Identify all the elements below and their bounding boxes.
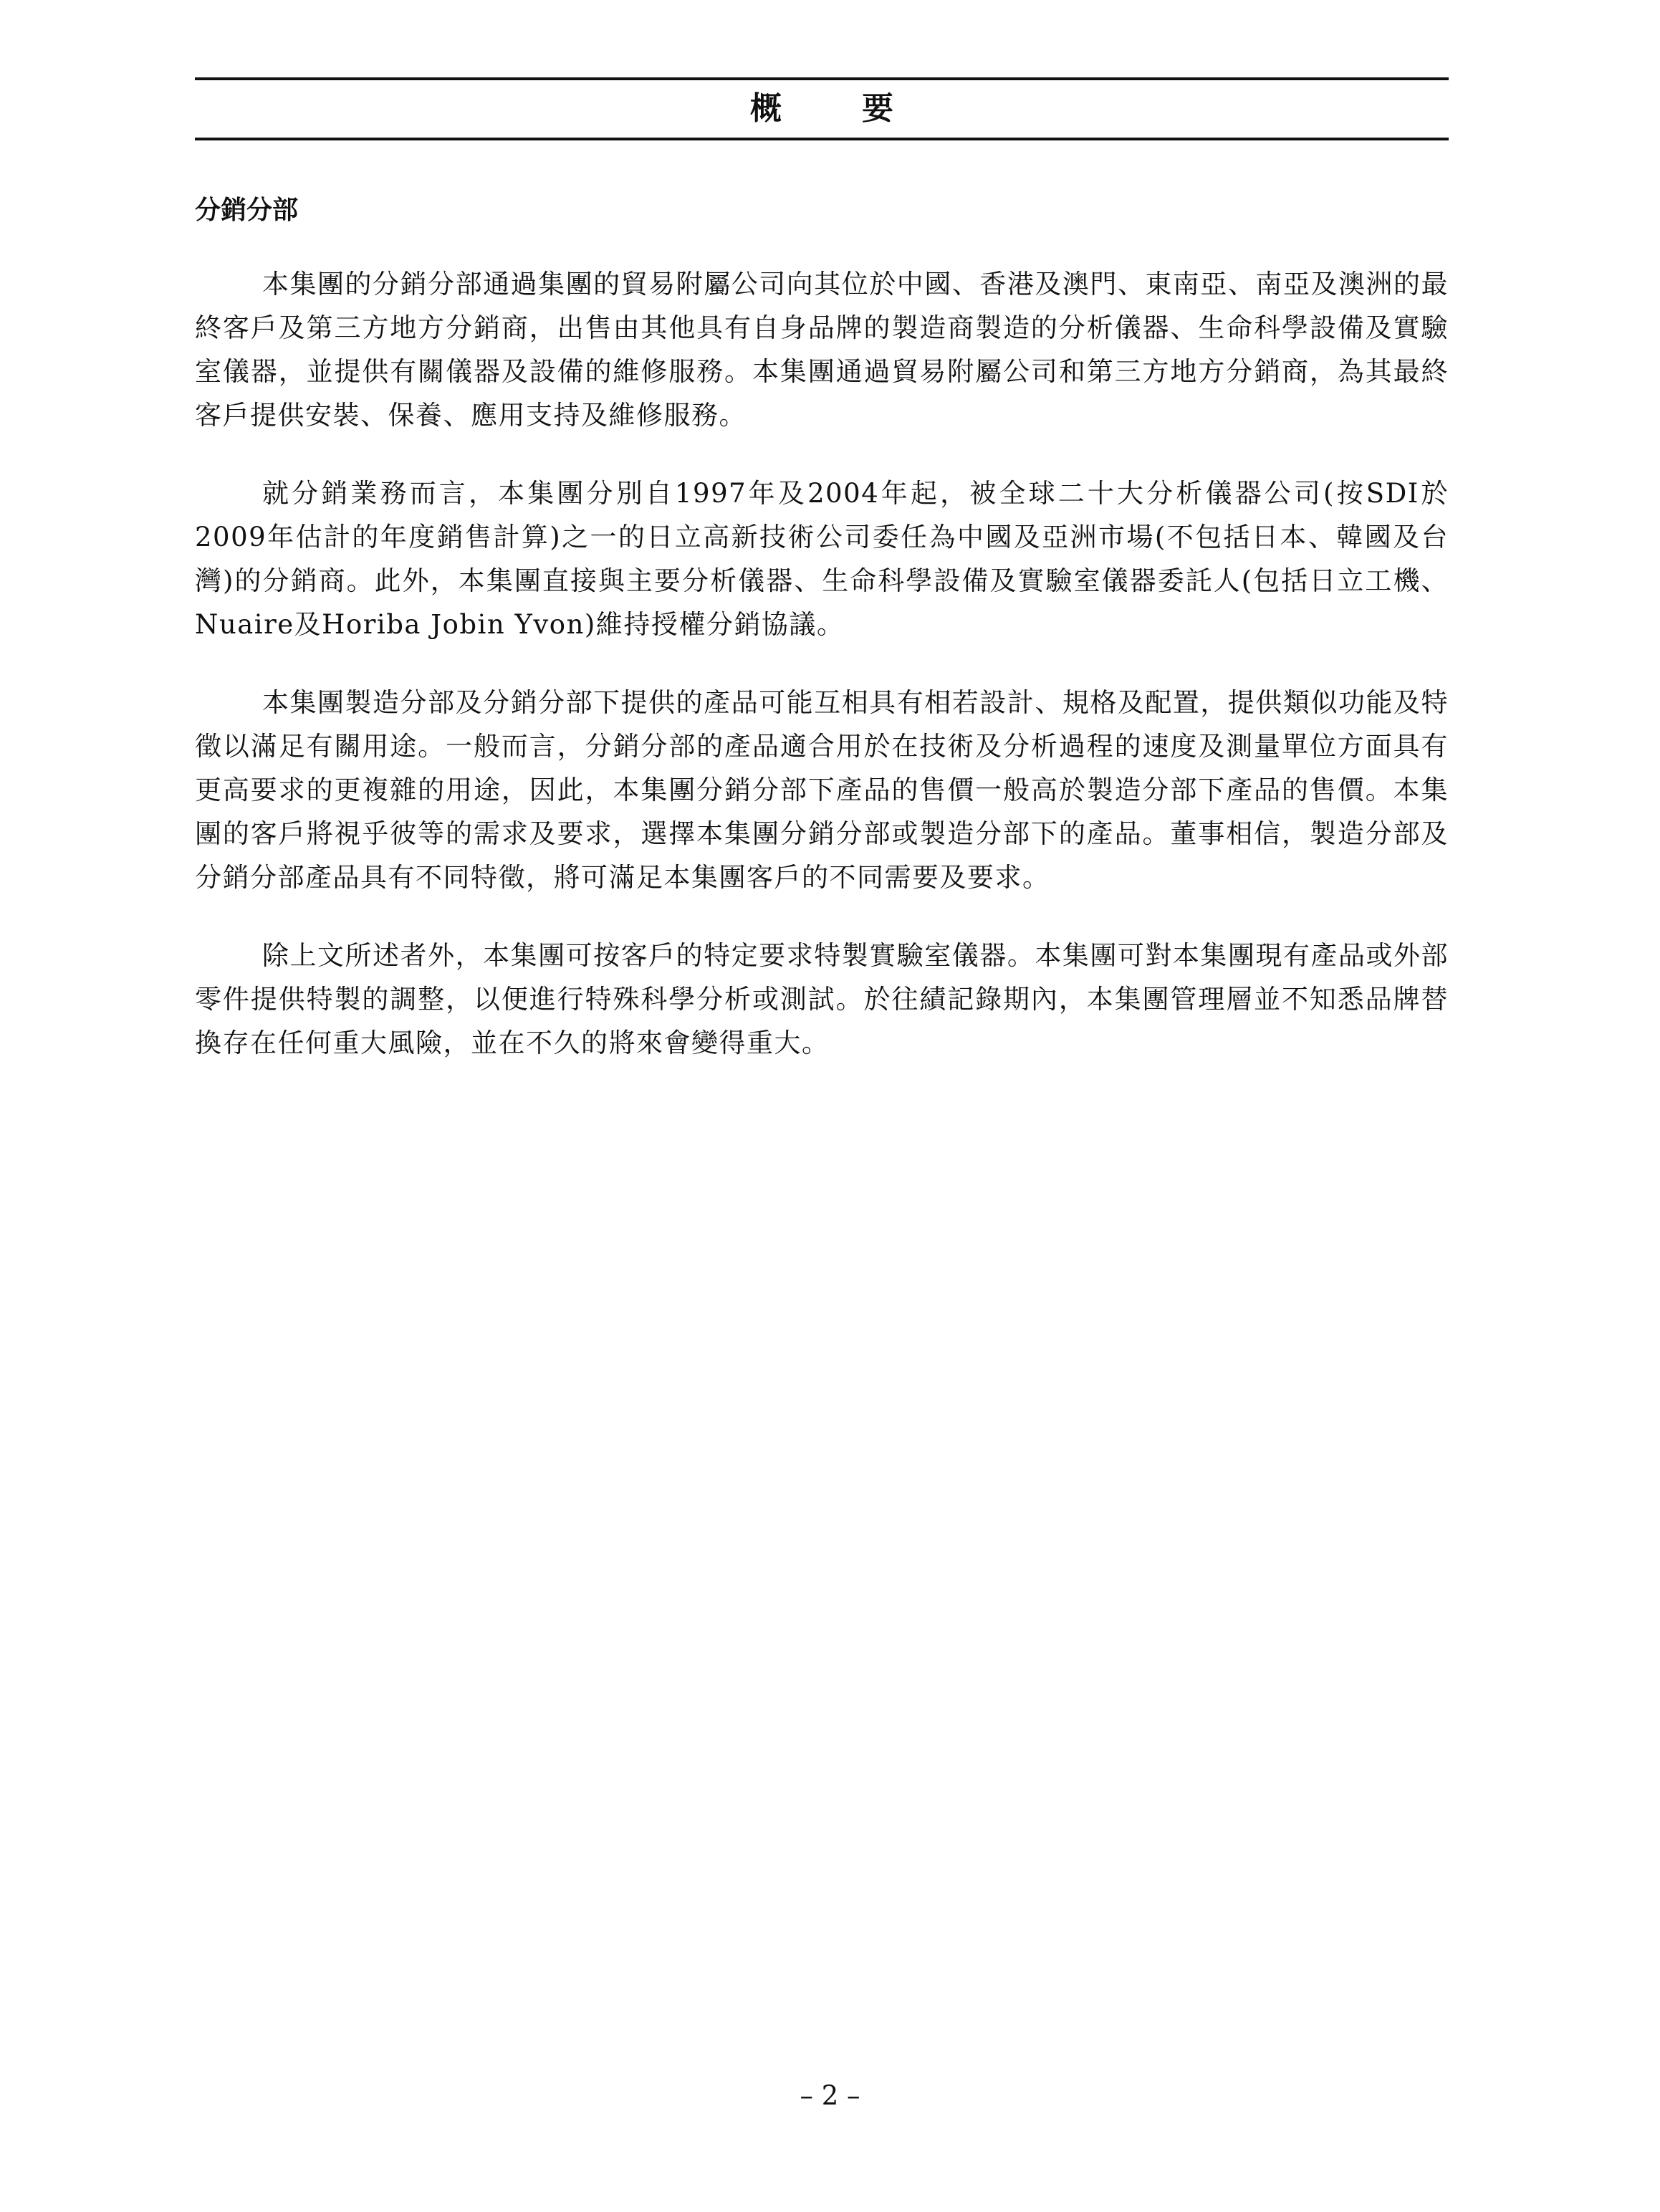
paragraph-1: 本集團的分銷分部通過集團的貿易附屬公司向其位於中國、香港及澳門、東南亞、南亞及澳洲的最終客戶及第三方地方分銷商，出售由其他具有自身品牌的製造商製造的分析儀器、生命科學設備及實驗室儀器，並提供有關儀器及設備的維修服務。本集團通過貿易附屬公司和第三方地方分銷商，為其最終客戶提供安裝、保養、應用支持及維修服務。	[195, 269, 1449, 431]
header-bottom-rule	[195, 138, 1449, 140]
document-page	[195, 77, 1449, 1091]
paragraph-4: 除上文所述者外，本集團可按客戶的特定要求特製實驗室儀器。本集團可對本集團現有產品或外部零件提供特製的調整，以便進行特殊科學分析或測試。於往績記錄期內，本集團管理層並不知悉品牌替換存在任何重大風險，並在不久的將來會變得重大。	[195, 940, 1449, 1058]
page-title: 概 要	[750, 90, 918, 127]
paragraph-3: 本集團製造分部及分銷分部下提供的產品可能互相具有相若設計、規格及配置，提供類似功能及特徵以滿足有關用途。一般而言，分銷分部的產品適合用於在技術及分析過程的速度及測量單位方面具有更高要求的更複雜的用途，因此，本集團分銷分部下產品的售價一般高於製造分部下產品的售價。本集團的客戶將視乎彼等的需求及要求，選擇本集團分銷分部或製造分部下的產品。董事相信，製造分部及分銷分部產品具有不同特徵，將可滿足本集團客戶的不同需要及要求。	[195, 687, 1449, 893]
section-heading: 分銷分部	[195, 195, 299, 225]
paragraph-2: 就分銷業務而言，本集團分別自1997年及2004年起，被全球二十大分析儀器公司(按SDI於2009年估計的年度銷售計算)之一的日立高新技術公司委任為中國及亞洲市場(不包括日本、韓國及台灣)的分銷商。此外，本集團直接與主要分析儀器、生命科學設備及實驗室儀器委託人(包括日立工機、Nuaire及Horiba Jobin Yvon)維持授權分銷協議。	[195, 478, 1449, 640]
page-number: – 2 –	[800, 2080, 860, 2111]
